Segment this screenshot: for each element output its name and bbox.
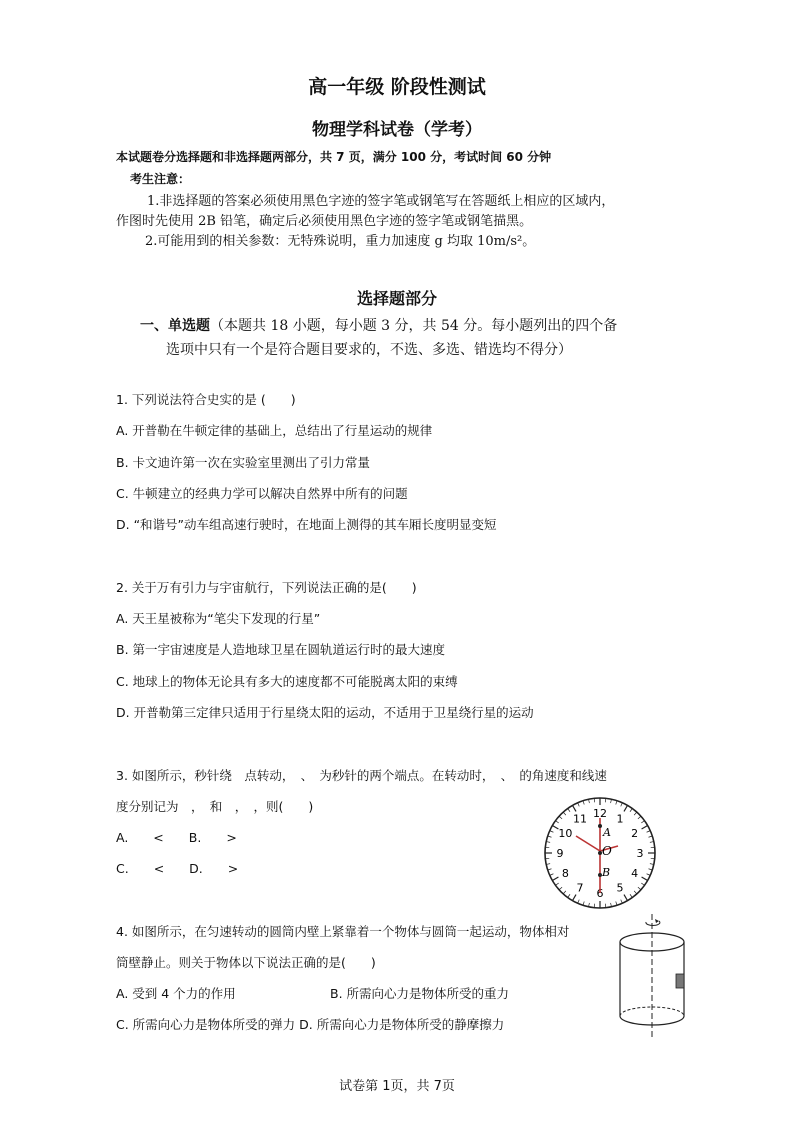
part-heading-line2: 选项中只有一个是符合题目要求的，不选、多选、错选均不得分） bbox=[166, 342, 572, 358]
clock-number: 12 bbox=[593, 807, 607, 820]
notice-heading: 考生注意： bbox=[130, 172, 191, 186]
q4-option-a: A. 受到 4 个力的作用 bbox=[116, 986, 236, 1001]
part-heading bbox=[140, 315, 617, 335]
notice-1-line1: 1.非选择题的答案必须使用黑色字迹的签字笔或钢笔写在答题纸上相应的区域内， bbox=[147, 194, 615, 209]
q4-stem-line1: 4. 如图所示，在匀速转动的圆筒内壁上紧靠着一个物体与圆筒一起运动，物体相对 bbox=[116, 924, 570, 939]
clock-number: 8 bbox=[561, 867, 569, 880]
notice-2: 2.可能用到的相关参数：无特殊说明，重力加速度 g 均取 10m/s²。 bbox=[145, 234, 536, 249]
clock-number: 9 bbox=[556, 847, 564, 860]
part-heading-text: （本题共 18 小题，每小题 3 分，共 54 分。每小题列出的四个备 bbox=[210, 318, 618, 334]
page-footer: 试卷第 1页，共 7页 bbox=[339, 1079, 455, 1094]
q1-option-c: C. 牛顿建立的经典力学可以解决自然界中所有的问题 bbox=[116, 486, 408, 501]
point-o-label: O bbox=[602, 844, 612, 858]
clock-number: 7 bbox=[576, 881, 584, 895]
q2-option-d: D. 开普勒第三定律只适用于行星绕太阳的运动，不适用于卫星绕行星的运动 bbox=[116, 705, 534, 720]
q1-option-d: D. “和谐号”动车组高速行驶时，在地面上测得的其车厢长度明显变短 bbox=[116, 517, 497, 532]
q2-option-c: C. 地球上的物体无论具有多大的速度都不可能脱离太阳的束缚 bbox=[116, 674, 458, 689]
clock-number: 6 bbox=[596, 887, 604, 900]
clock-number: 1 bbox=[616, 812, 624, 826]
section-title: 选择题部分 bbox=[356, 289, 437, 308]
q4-option-b: B. 所需向心力是物体所受的重力 bbox=[330, 986, 510, 1001]
part-heading-bold: 一、单选题 bbox=[140, 318, 210, 334]
point-a-label: A bbox=[603, 826, 611, 839]
point-a-dot bbox=[598, 824, 602, 828]
q3-stem-line1: 3. 如图所示，秒针绕 点转动， 、 为秒针的两个端点。在转动时， 、 的角速度和线速 bbox=[116, 768, 607, 783]
clock-number: 3 bbox=[636, 847, 644, 860]
q1-stem: 1. 下列说法符合史实的是 ( ) bbox=[116, 392, 296, 407]
exam-title: 高一年级 阶段性测试 bbox=[308, 76, 486, 98]
cylinder-figure bbox=[612, 912, 698, 1042]
q2-option-b: B. 第一宇宙速度是人造地球卫星在圆轨道运行时的最大速度 bbox=[116, 642, 446, 657]
q4-stem-line2: 筒壁静止。则关于物体以下说法正确的是( ) bbox=[116, 955, 376, 970]
clock-number: 10 bbox=[558, 827, 573, 840]
exam-subtitle: 物理学科试卷（学考） bbox=[312, 120, 482, 140]
clock-number: 2 bbox=[631, 827, 639, 840]
clock-number: 4 bbox=[631, 867, 639, 880]
q4-options-cd: C. 所需向心力是物体所受的弹力 D. 所需向心力是物体所受的静摩擦力 bbox=[116, 1017, 505, 1032]
q2-stem: 2. 关于万有引力与宇宙航行，下列说法正确的是( ) bbox=[116, 580, 417, 595]
object-block bbox=[676, 974, 684, 988]
q3-options-ab: A. < B. > bbox=[116, 830, 237, 845]
q1-option-a: A. 开普勒在牛顿定律的基础上，总结出了行星运动的规律 bbox=[116, 423, 433, 438]
q3-options-cd: C. < D. > bbox=[116, 861, 239, 876]
point-b-label: B bbox=[602, 866, 611, 879]
clock-number: 11 bbox=[573, 812, 587, 826]
q3-stem-line2: 度分别记为 ， 和 ， ，则( ) bbox=[116, 799, 314, 814]
q2-option-a: A. 天王星被称为“笔尖下发现的行星” bbox=[116, 611, 321, 626]
exam-intro: 本试题卷分选择题和非选择题两部分，共 7 页，满分 100 分，考试时间 60 分钟 bbox=[116, 150, 552, 164]
clock-figure bbox=[543, 796, 657, 910]
rotation-arrowhead-icon bbox=[655, 919, 659, 923]
q1-option-b: B. 卡文迪许第一次在实验室里测出了引力常量 bbox=[116, 455, 371, 470]
clock-number: 5 bbox=[616, 881, 624, 895]
notice-1-line2: 作图时先使用 2B 铅笔，确定后必须使用黑色字迹的签字笔或钢笔描黑。 bbox=[116, 214, 533, 229]
